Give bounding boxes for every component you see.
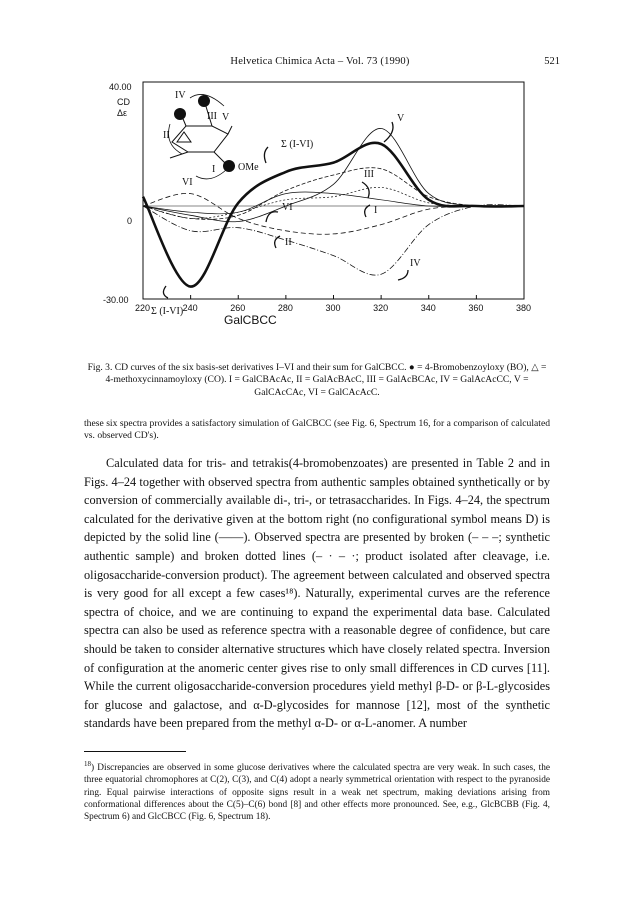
bromobenzoyloxy-marker (198, 95, 210, 107)
label-sum-top: Σ (I-VI) (281, 139, 314, 150)
x-tick-label: 380 (516, 303, 532, 313)
label-vi: VI (282, 202, 293, 213)
x-tick-label: 220 (135, 303, 151, 313)
cd-curve-iv (143, 205, 524, 275)
page-number: 521 (544, 56, 560, 67)
label-struct-i: I (212, 164, 216, 175)
journal-title: Helvetica Chimica Acta – Vol. 73 (1990) (230, 56, 410, 67)
arrow-sum-bottom (163, 286, 168, 298)
curves (143, 128, 524, 286)
arrow-sum (264, 147, 268, 163)
y-axis-label-delta-e: Δε (117, 108, 128, 118)
y-tick-label-zero: 0 (127, 216, 133, 226)
arrow-iii (362, 182, 369, 198)
footnote-mark: 18 (84, 760, 91, 768)
footnote: $^{18}$) Discrepancies are observed in some glucose derivatives where the calculated spectra are very weak. In such cases, the three equatorial chromophores at C(2), C(3), and C(4) adopt a nearly symmetrical orientation with respect to the pyranoside ring. Equal pairwise interactions of opposite signs result in a weak net spectrum, making deviations arising from conformational differences about the C(5)–C(6) bond [8] and other effects more pronounced. See, e.g., GlcBCBB (Fig. 4, Spectrum 6) and GlcCBCC (Fig. 6, Spectrum 18). (84, 760, 550, 822)
chart-inset-label: GalCBCC (224, 313, 277, 327)
cd-curve-iii (143, 168, 524, 220)
label-iv: IV (410, 258, 421, 269)
label-iii: III (364, 169, 374, 180)
bromobenzoyloxy-marker (223, 160, 235, 172)
arrow-iv (398, 270, 408, 280)
arrow-vi (266, 212, 278, 222)
label-struct-ome: OMe (238, 162, 259, 173)
x-tick-label: 280 (277, 303, 293, 313)
label-i: I (374, 205, 378, 216)
x-tick-label: 240 (182, 303, 198, 313)
label-v: V (397, 113, 405, 124)
x-tick-label: 320 (373, 303, 389, 313)
label-sum-bottom: Σ (I-VI) (151, 306, 184, 317)
footnote-text: Discrepancies are observed in some glucose derivatives where the calculated spectra are very weak. In such cases, the three equatorial chromophores at C(2), C(3), and C(4) adopt a nearly symmetrical orientation with respect to the pyranoside ring. Equal pairwise interactions of opposite signs result in a weak net spectrum, making deviations arising from conformational differences about the C(5)–C(6) bond [8] and other effects more pronounced. See, e.g., GlcBCBB (Fig. 4, Spectrum 6) and GlcCBCC (Fig. 6, Spectrum 18). (84, 763, 550, 822)
arrow-i (365, 205, 370, 217)
label-struct-vi: VI (182, 177, 193, 188)
footnote-rule (84, 751, 186, 752)
cd-curve-v (143, 128, 524, 221)
y-axis-label-cd: CD (117, 97, 130, 107)
x-tick-label: 260 (230, 303, 246, 313)
y-tick-label-bottom: -30.00 (103, 295, 129, 305)
label-ii: II (285, 237, 292, 248)
cd-curve-i (143, 187, 524, 218)
label-struct-iii: III (207, 111, 217, 122)
label-struct-ii: II (163, 130, 170, 141)
label-struct-iv: IV (175, 90, 186, 101)
cd-curve-ii (143, 193, 524, 234)
figure-caption: Fig. 3. CD curves of the six basis-set derivatives I–VI and their sum for GalCBCC. ● = 4-Bromobenzoyloxy (BO), △ = 4-methoxycinnamoyloxy (CO). I = GalCBAcAc, II = GalAcBAcC, III = GalAcBCAc, IV = GalAcAcCC, V = GalCAcCAc, VI = GalCAcAcC. (87, 362, 547, 398)
arrow-ii (275, 236, 280, 248)
body-paragraph-2: Calculated data for tris- and tetrakis(4-bromobenzoates) are presented in Table 2 and in Figs. 4–24 together with observed spectra from authentic samples obtained synthetically or by conversion of commercially available di-, tri-, or tetrasaccharides. In Figs. 4–24, the spectrum calculated for the derivative given at the bottom right (no configurational symbol means D) is depicted by the solid line (——). Observed spectra are presented by broken (– – –; synthetic authentic sample) and broken dotted lines (– · – ·; product isolated after cleavage, i.e. oligosaccharide-conversion product). The agreement between calculated and observed spectra is very good for all except a few cases¹⁸). Naturally, experimental curves are the reference spectra of choice, and we are continuing to expand the experimental data base. Calculated spectra can also be used as reference spectra with a reasonable degree of confidence, but care should be taken to consider alternative structures which have closely related spectra. Inversion of configuration at the anomeric center gives rise to only small differences in CD curves [11]. While the current oligosaccharide-conversion procedures yield methyl β-D- or β-L-glycosides for glucose and galactose, and α-D-glycosides for mannose [12], most of the synthetic standards have been prepared from the methyl α-D- or α-L-anomer. A number (84, 456, 550, 731)
plot-frame (143, 82, 524, 299)
cd-curve--i-vi- (143, 143, 524, 287)
x-tick-label: 300 (325, 303, 341, 313)
label-struct-v: V (222, 112, 230, 123)
x-tick-label: 340 (420, 303, 436, 313)
y-tick-label-top: 40.00 (109, 82, 132, 92)
cd-curve-vi (143, 192, 524, 214)
bromobenzoyloxy-marker (174, 108, 186, 120)
arrow-v (384, 122, 393, 142)
methoxycinnamoyloxy-marker (177, 132, 191, 142)
body-paragraph-1: these six spectra provides a satisfactory simulation of GalCBCC (see Fig. 6, Spectrum 16, for a comparison of calculated vs. observed CD's). (84, 418, 550, 442)
x-tick-label: 360 (468, 303, 484, 313)
x-ticks (135, 295, 531, 313)
pyranoside-structure-inset (163, 90, 259, 188)
